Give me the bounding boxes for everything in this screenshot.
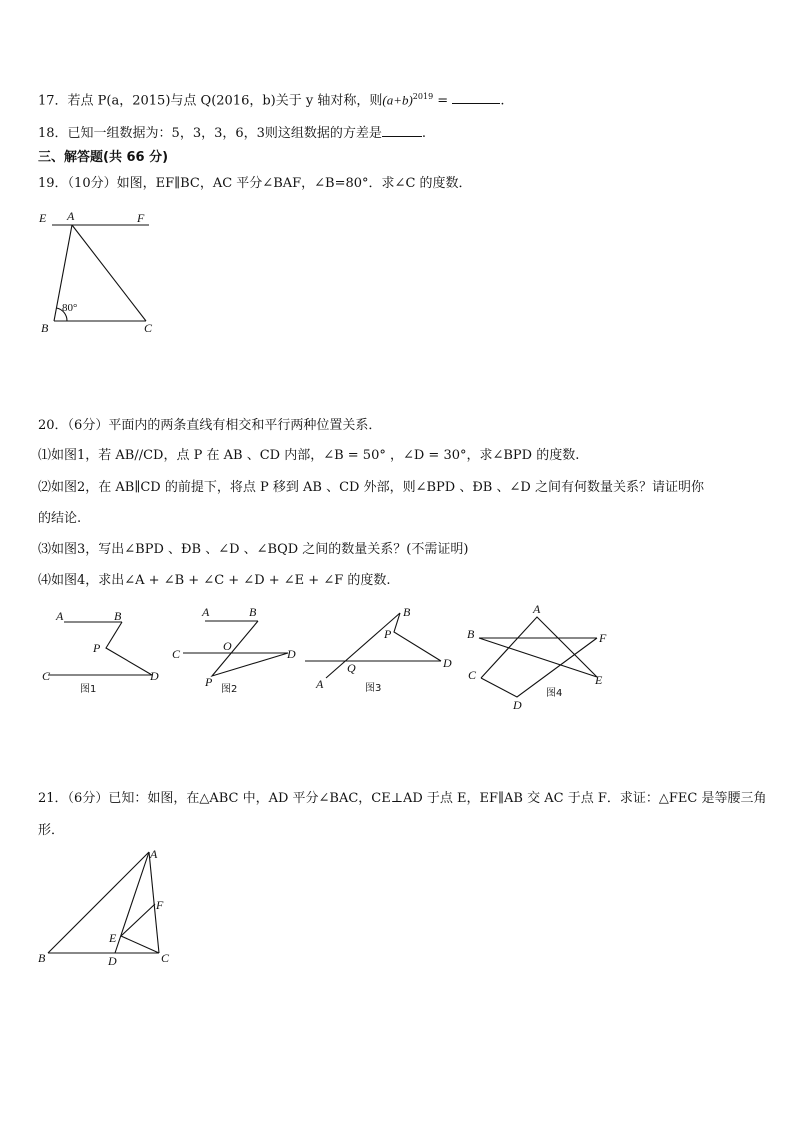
fig4-path-cae bbox=[481, 617, 597, 678]
fig1-label-c: C bbox=[42, 669, 51, 683]
fig3-label-a: A bbox=[316, 677, 324, 691]
q17-number: 17． bbox=[38, 93, 68, 109]
segment-ec bbox=[121, 936, 159, 953]
fig3-label-b: B bbox=[403, 605, 411, 619]
segment-ab bbox=[48, 852, 149, 953]
q20-part1: ⑴如图1，若 AB//CD，点 P 在 AB 、CD 内部，∠B = 50° ，∠D = 30°，求∠BPD 的度数. bbox=[38, 448, 580, 463]
fig4-path-fdc bbox=[481, 638, 597, 697]
fig2-caption: 图2 bbox=[221, 684, 238, 695]
fig3-label-q: Q bbox=[347, 661, 356, 675]
q17-exponent: 2019 bbox=[412, 92, 434, 101]
segment-ac bbox=[72, 225, 146, 321]
question-17 bbox=[38, 88, 504, 110]
question-18 bbox=[38, 124, 426, 143]
segment-ad bbox=[115, 852, 149, 953]
fig4-line-be bbox=[479, 638, 597, 677]
label-e: E bbox=[39, 211, 47, 225]
fig3-line-ab bbox=[326, 613, 400, 678]
fig1-label-p: P bbox=[93, 641, 101, 655]
fig4-label-d: D bbox=[513, 698, 522, 712]
fig4-label-e: E bbox=[595, 673, 603, 687]
fig2-label-d: D bbox=[287, 647, 296, 661]
label-e: E bbox=[109, 931, 117, 945]
label-f: F bbox=[156, 898, 164, 912]
fig3-label-p: P bbox=[384, 627, 392, 641]
angle-b-label: 80° bbox=[62, 302, 78, 314]
q21-number: 21． bbox=[38, 791, 68, 806]
fig1-label-d: D bbox=[150, 669, 159, 683]
fig3-label-d: D bbox=[443, 656, 452, 670]
label-c: C bbox=[144, 321, 153, 335]
q20-part2: ⑵如图2，在 AB∥CD 的前提下，将点 P 移到 AB 、CD 外部，则∠BPD 、ÐB 、∠D 之间有何数量关系？请证明你 bbox=[38, 480, 704, 495]
fig2-label-p: P bbox=[205, 675, 213, 689]
label-c: C bbox=[161, 951, 170, 965]
fig2-label-a: A bbox=[202, 605, 210, 619]
label-a: A bbox=[67, 209, 75, 223]
q20-part4: ⑷如图4，求出∠A + ∠B + ∠C + ∠D + ∠E + ∠F 的度数. bbox=[38, 573, 391, 588]
label-b: B bbox=[38, 951, 46, 965]
figure-4 bbox=[467, 602, 607, 712]
fig4-label-b: B bbox=[467, 627, 475, 641]
fig1-label-b: B bbox=[114, 609, 122, 623]
fig4-label-a: A bbox=[533, 602, 541, 616]
label-f: F bbox=[137, 211, 145, 225]
fig2-label-o: O bbox=[223, 639, 232, 653]
q17-end: . bbox=[500, 93, 505, 109]
q20-part3: ⑶如图3，写出∠BPD 、ÐB 、∠D 、∠BQD 之间的数量关系？(不需证明) bbox=[38, 542, 469, 557]
q20-part2-cont: 的结论. bbox=[38, 511, 82, 526]
fig1-path-bpd bbox=[106, 622, 152, 675]
q20-number: 20． bbox=[38, 418, 68, 433]
figure-1 bbox=[42, 609, 159, 695]
q18-end: . bbox=[421, 126, 427, 141]
q18-number: 18． bbox=[38, 126, 68, 141]
q21-text-cont: 形． bbox=[38, 823, 65, 838]
question-19 bbox=[38, 175, 472, 193]
fig1-label-a: A bbox=[56, 609, 64, 623]
q17-equals: = bbox=[433, 93, 453, 109]
fig2-label-b: B bbox=[249, 605, 257, 619]
section-heading: 三、解答题(共 66 分) bbox=[38, 150, 169, 165]
label-d: D bbox=[108, 954, 117, 968]
figure-2 bbox=[172, 605, 296, 695]
figure-3 bbox=[305, 605, 452, 694]
question-21 bbox=[38, 790, 766, 808]
q19-text: （10分）如图，EF∥BC，AC 平分∠BAF，∠B=80°．求∠C 的度数． bbox=[67, 176, 472, 191]
fig3-path-bpd bbox=[394, 613, 441, 661]
q21-text: （6分）已知：如图，在△ABC 中，AD 平分∠BAC，CE⊥AD 于点 E，EF∥AB 交 AC 于点 F．求证：△FEC 是等腰三角 bbox=[67, 791, 767, 806]
q18-answer-blank[interactable] bbox=[382, 124, 422, 137]
fig4-label-c: C bbox=[468, 668, 477, 682]
q18-text: 已知一组数据为：5，3，3，6，3则这组数据的方差是 bbox=[67, 126, 382, 141]
q21-figure bbox=[36, 844, 186, 974]
question-20-intro bbox=[38, 417, 381, 435]
q19-figure bbox=[36, 208, 166, 338]
q20-intro-text: （6分）平面内的两条直线有相交和平行两种位置关系． bbox=[67, 418, 382, 433]
fig4-label-f: F bbox=[599, 631, 607, 645]
q20-figures bbox=[0, 600, 794, 720]
q17-answer-blank[interactable] bbox=[452, 91, 500, 104]
fig4-caption: 图4 bbox=[546, 688, 563, 699]
fig2-label-c: C bbox=[172, 647, 181, 661]
q19-number: 19． bbox=[38, 176, 68, 191]
label-a: A bbox=[150, 847, 158, 861]
label-b: B bbox=[41, 321, 49, 335]
fig1-caption: 图1 bbox=[80, 684, 97, 695]
fig3-caption: 图3 bbox=[365, 683, 382, 694]
q17-expression: (a+b) bbox=[382, 92, 413, 108]
q17-text: 若点 P(a，2015)与点 Q(2016，b)关于 y 轴对称，则 bbox=[67, 93, 383, 109]
